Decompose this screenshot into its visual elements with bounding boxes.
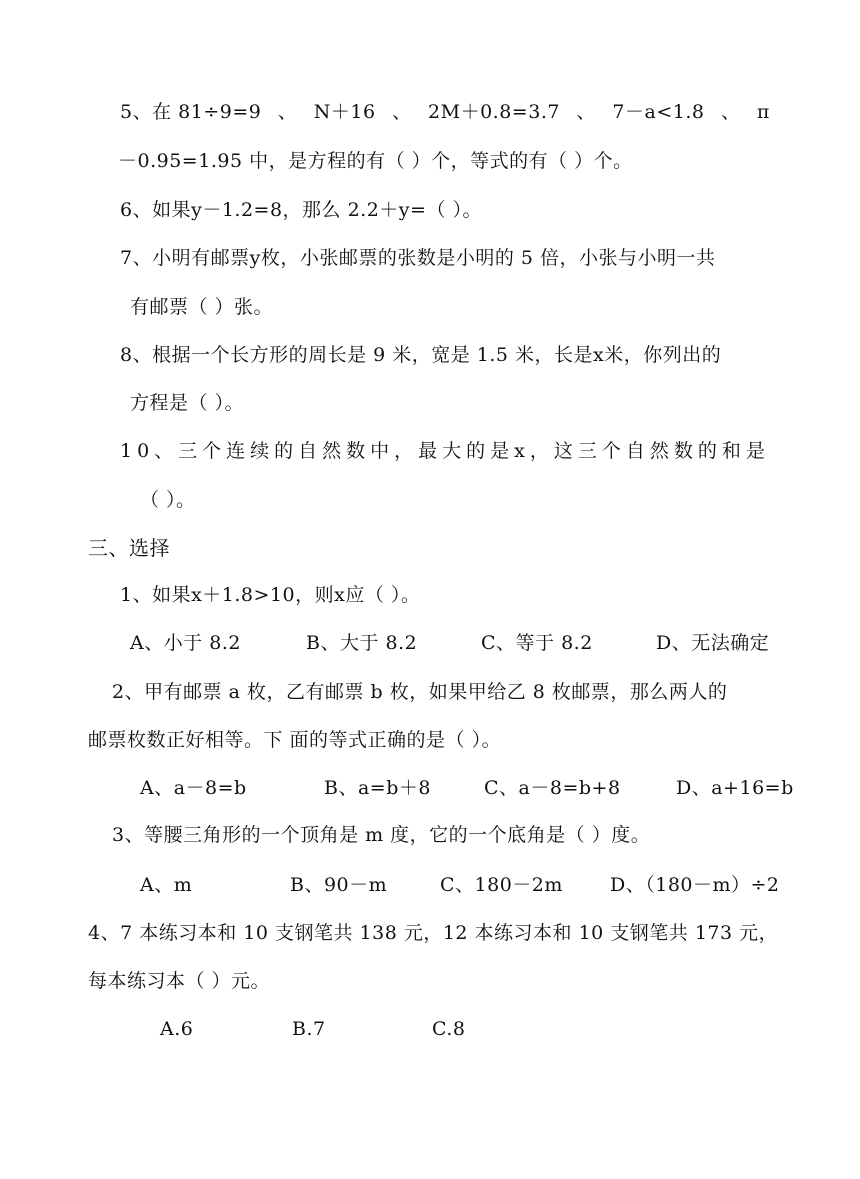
section-heading: 三、选择 — [88, 536, 170, 560]
c2-option: C、a－8=b+8 — [484, 777, 621, 799]
q6-text: 6、如果y－1.2=8，那么 2.2＋y=（ ）。 — [120, 199, 482, 221]
c2-option: A、a－8=b — [140, 777, 247, 799]
q5-part: 7－a<1.8 — [612, 101, 705, 123]
c1-option: A、小于 8.2 — [130, 632, 241, 654]
c2-option: D、a+16=b — [676, 777, 794, 799]
q8-line2: 方程是（ ）。 — [130, 392, 245, 414]
q5-part: N＋16 — [313, 101, 376, 123]
c3-option: D、（180－m）÷2 — [610, 874, 780, 896]
q5-part: 、 — [576, 101, 596, 123]
c2-option: B、a=b＋8 — [324, 777, 431, 799]
c3-option: B、90－m — [290, 874, 388, 896]
q5-line1 — [120, 99, 770, 125]
c4-option: C.8 — [432, 1018, 466, 1040]
q5-line2: －0.95=1.95 中，是方程的有（ ）个，等式的有（ ）个。 — [118, 150, 633, 172]
c1-option: D、无法确定 — [656, 632, 770, 654]
c1-option: C、等于 8.2 — [481, 632, 593, 654]
c1-question: 1、如果x＋1.8>10，则x应（ ）。 — [120, 584, 421, 606]
q5-part: 、 — [720, 101, 741, 123]
q10-line1: 10、三个连续的自然数中，最大的是x，这三个自然数的和是 — [120, 440, 770, 462]
q5-part: 、 — [392, 101, 412, 123]
c1-option: B、大于 8.2 — [306, 632, 418, 654]
c3-option: C、180－2m — [440, 874, 563, 896]
q8-line1: 8、根据一个长方形的周长是 9 米，宽是 1.5 米，长是x米，你列出的 — [120, 344, 722, 366]
q7-line2: 有邮票（ ）张。 — [130, 296, 274, 318]
c2-line1: 2、甲有邮票 a 枚，乙有邮票 b 枚，如果甲给乙 8 枚邮票，那么两人的 — [112, 681, 728, 703]
c3-question: 3、等腰三角形的一个顶角是 m 度，它的一个底角是（ ）度。 — [112, 824, 651, 846]
c4-line2: 每本练习本（ ）元。 — [88, 970, 271, 992]
c4-option: A.6 — [160, 1018, 194, 1040]
c4-option: B.7 — [292, 1018, 326, 1040]
c4-line1: 4、7 本练习本和 10 支钢笔共 138 元，12 本练习本和 10 支钢笔共 173 元， — [88, 922, 779, 944]
q5-part: π — [756, 101, 770, 123]
c3-option: A、m — [140, 874, 193, 896]
q10-line2: （ ）。 — [140, 489, 196, 511]
q5-part: 2M＋0.8=3.7 — [428, 101, 560, 123]
q5-part: 、 — [277, 101, 298, 123]
q7-line1: 7、小明有邮票y枚，小张邮票的张数是小明的 5 倍，小张与小明一共 — [120, 247, 716, 269]
c2-line2: 邮票枚数正好相等。下 面的等式正确的是（ ）。 — [88, 729, 502, 751]
q5-part: 5、在 81÷9=9 — [120, 101, 262, 123]
